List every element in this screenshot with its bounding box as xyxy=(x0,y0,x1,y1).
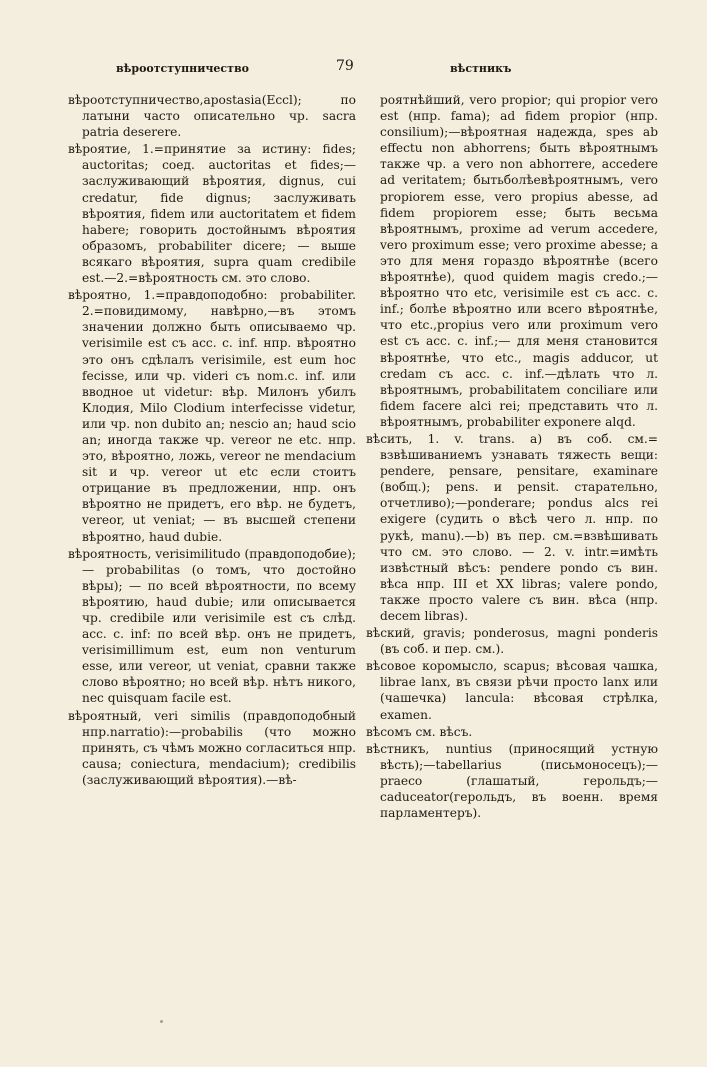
entry-verootstupnichestvo: вѣроотступничество,apostasia(Eccl); по латыни часто описательно чр. sacra patria deserere. xyxy=(68,93,356,140)
right-column xyxy=(366,92,658,822)
page-number: 79 xyxy=(336,58,354,74)
header-left-word: вѣроотступничество xyxy=(116,62,249,75)
entry-veroyatnost: вѣроятность, verisimilitudo (правдоподобие); — probabilitas (о томъ, что достойно вѣры); — по всей вѣроятности, по всему вѣроятию, haud dubie; или описывается чр. credibile или verisimile est съ слѣд. acc. c. inf: по всей вѣр. онъ не придетъ, verisimillimum est, eum non venturum esse, или vereor, ut veniat, сравни также слово вѣроятно; но всей вѣр. нѣтъ никого, nec quisquam facile est. xyxy=(68,546,356,706)
entry-veroyatny: вѣроятный, veri similis (правдоподобный нпр.narratio):—probabilis (что можно принять, съ чѣмъ можно согласиться нпр. causa; coniectura, mendacium); credibilis (заслуживающий вѣроятия).—вѣ- xyxy=(68,708,356,787)
paper-speck xyxy=(160,1020,163,1023)
entry-vesovoe-koromyslo: вѣсовое коромысло, scapus; вѣсовая чашка, librae lanx, въ связи рѣчи просто lanx или (чашечка) lancula: вѣсовая стрѣлка, examen. xyxy=(366,659,658,722)
entry-vesit: вѣсить, 1. v. trans. a) въ соб. см.= взвѣшиваниемъ узнавать тяжесть вещи: pendere, pensare, pensitare, examinare (вобщ.); pens. и pensit. старательно, отчетливо);—ponderare; pondus alcs rei exigere (судить о вѣсѣ чего л. нпр. по рукѣ, manu).—b) въ пер. см.=взвѣшивать что см. это слово. — 2. v. intr.=имѣть извѣстный вѣсъ: pendere pondo съ вин. вѣса нпр. III et XX libras; valere pondo, также просто valere съ вин. вѣса (нпр. decem libras). xyxy=(366,431,658,623)
entry-veski: вѣский, gravis; ponderosus, magni ponderis (въ соб. и пер. см.). xyxy=(366,626,658,657)
entry-veroyatno: вѣроятно, 1.=правдоподобно: probabiliter. 2.=повидимому, навѣрно,—въ этомъ значении должно быть описываемо чр. verisimile est съ acc. c. inf. нпр. вѣроятно это онъ сдѣлалъ verisimile, est eum hoc fecisse, или чр. videri съ nom.c. inf. или вводное ut videtur: вѣр. Милонъ убилъ Клодия, Milo Clodium interfecisse videtur, или чр. non dubito an; nescio an; haud scio an; иногда также чр. vereor ne etc. нпр. это, вѣроятно, ложь, vereor ne mendacium sit и чр. vereor ut etc если стоитъ отрицание въ предложении, нпр. онъ вѣроятно не придетъ, его вѣр. не будетъ, vereor, ut veniat; — въ высшей степени вѣроятно, haud dubie. xyxy=(68,288,356,544)
left-column xyxy=(68,92,356,789)
entry-vesom: вѣсомъ см. вѣсъ. xyxy=(366,724,473,739)
entry-veroyatie: вѣроятие, 1.=принятие за истину: fides; auctoritas; соед. auctoritas et fides;—заслуживающий вѣроятия, dignus, cui credatur, fide dignus; заслуживать вѣроятия, fidem или auctoritatem et fidem habere; говорить достойнымъ вѣроятия образомъ, probabiliter dicere; — выше всякаго вѣроятия, supra quam credibile est.—2.=вѣроятность см. это слово. xyxy=(68,142,356,286)
page-header xyxy=(70,58,670,80)
header-right-word: вѣстникъ xyxy=(450,62,512,75)
entry-vestnik: вѣстникъ, nuntius (приносящий устную вѣсть);—tabellarius (письмоносецъ);—praeco (глашатый, герольдъ;—caduceator(герольдъ, въ военн. время парламентеръ). xyxy=(366,741,658,821)
entry-veroyatny-continued: роятнѣйший, vero propior; qui propior vero est (нпр. fama); ad fidem propior (нпр. consilium);—вѣроятная надежда, spes ab effectu non abhorrens; быть вѣроятнымъ также чр. a vero non abhorrere, accedere ad veritatem; бытьболѣевѣроятнымъ, vero propiorem esse, vero propius abesse, ad fidem propiorem esse; быть весьма вѣроятнымъ, proxime ad verum accedere, vero proximum esse; vero proxime abesse; а это для меня гораздо вѣроятнѣе (всего вѣроятнѣе), quod quidem magis credo.;— вѣроятно что etc, verisimile est съ acc. c. inf.; болѣе вѣроятно или всего вѣроятнѣе, что etc.,propius vero или proximum vero est съ acc. c. inf.;— для меня становится вѣроятнѣе, что etc., magis adducor, ut credam съ acc. c. inf.—дѣлать что л. вѣроятнымъ, probabilitatem conciliare или fidem facere alci rei; представить что л. вѣроятнымъ, probabiliter exponere alqd. xyxy=(380,93,658,429)
